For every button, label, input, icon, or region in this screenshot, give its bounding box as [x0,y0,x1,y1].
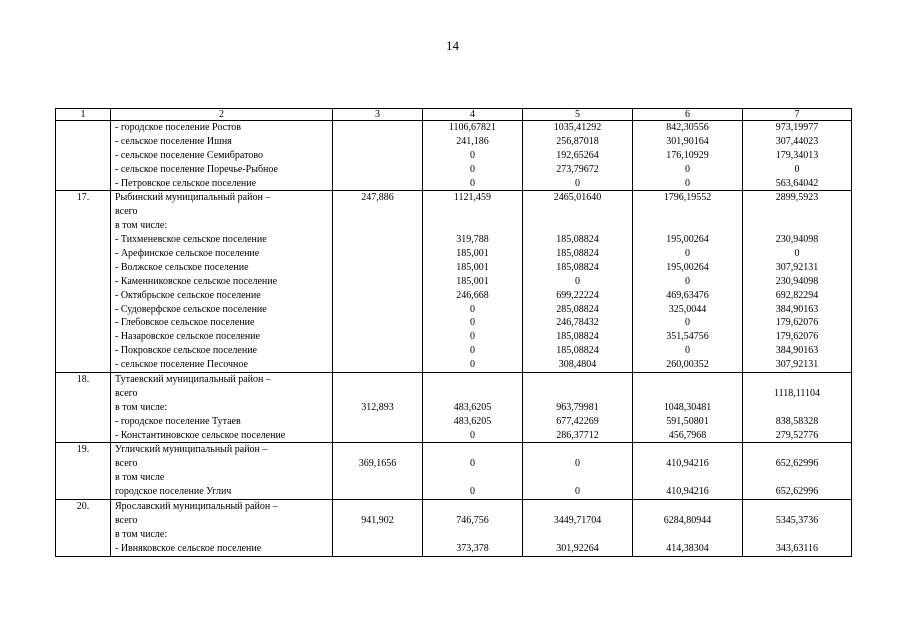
cell-value [523,528,632,542]
cell-value: 0 [470,177,475,189]
row-index: 17. [56,191,111,373]
name-cell [111,443,333,500]
row-label: - городское поселение Ростов [115,122,241,133]
cell-value: 185,08824 [556,261,599,273]
row-label: Тутаевский муниципальный район – [115,374,271,386]
cell-value: 0 [575,486,580,498]
col5-cell [523,500,633,557]
cell-value [743,205,851,219]
cell-value [423,219,522,233]
cell-value: 2465,01640 [553,192,602,204]
col4-cell [423,443,523,500]
table-row [56,373,852,443]
cell-value: 410,94216 [666,486,709,498]
row-label: - Арефинское сельское поселение [115,248,260,260]
cell-value [633,500,742,514]
cell-value [633,471,742,485]
col5-cell [523,373,633,443]
cell-value: 746,756 [456,514,489,526]
cell-value [333,358,422,372]
cell-value: 273,79672 [556,163,599,175]
cell-value [333,429,422,443]
cell-value: 308,4804 [558,359,597,371]
cell-value [333,415,422,429]
cell-value: 0 [685,317,690,329]
cell-value: 0 [685,248,690,260]
cell-value: 6284,80944 [663,514,712,526]
row-label: в том числе: [115,220,168,232]
table-row [56,500,852,557]
cell-value [333,289,422,303]
cell-value: 0 [470,163,475,175]
cell-value [333,542,422,556]
col3-cell [333,121,423,191]
col4-cell [423,500,523,557]
row-label: - сельское поселение Ишня [115,135,232,147]
cell-value: 0 [794,248,800,260]
cell-value: 842,30556 [666,122,709,133]
cell-value [333,233,422,247]
cell-value: 246,78432 [556,317,599,329]
cell-value [523,219,632,233]
cell-value: 963,79981 [556,401,599,413]
row-index: 18. [56,373,111,443]
cell-value [423,471,522,485]
row-label: - Покровское сельское поселение [115,345,257,357]
cell-value: 185,001 [456,248,489,260]
cell-value: 307,44023 [775,135,819,147]
col3-cell [333,500,423,557]
cell-value [633,219,742,233]
row-label: - Константиновское сельское поселение [115,429,286,441]
cell-value: 230,94098 [775,275,819,287]
cell-value [523,205,632,219]
cell-value: 179,34013 [775,149,819,161]
cell-value: 185,08824 [556,331,599,343]
col5-cell [523,191,633,373]
cell-value: 0 [794,163,800,175]
cell-value: 176,10929 [666,149,709,161]
cell-value [333,205,422,219]
row-label: в том числе [115,472,165,484]
cell-value [333,177,422,191]
cell-value: 185,08824 [556,345,599,357]
cell-value: 185,08824 [556,248,599,260]
cell-value [633,443,742,457]
page-number: 14 [446,38,459,53]
row-label: в том числе: [115,401,168,413]
cell-value: 185,08824 [556,234,599,246]
cell-value: 699,22224 [556,289,599,301]
cell-value: 325,0044 [668,303,707,315]
cell-value [423,528,522,542]
cell-value: 343,63116 [775,542,819,554]
cell-value [333,500,422,514]
cell-value: 0 [470,429,475,441]
row-index: 20. [56,500,111,557]
row-label: - Октябрьское сельское поселение [115,289,261,301]
cell-value [743,219,851,233]
cell-value: 483,6205 [453,401,492,413]
col7-cell [743,121,852,191]
cell-value: 563,64042 [775,177,819,189]
col5-cell [523,443,633,500]
cell-value [743,373,851,387]
cell-value: 483,6205 [453,415,492,427]
cell-value: 0 [470,486,475,498]
name-cell [111,373,333,443]
cell-value: 195,00264 [666,234,709,246]
cell-value: 384,90163 [775,345,819,357]
row-label: - Судоверфское сельское поселение [115,303,267,315]
cell-value: 0 [575,275,580,287]
name-cell [111,500,333,557]
cell-value [523,471,632,485]
col4-cell [423,373,523,443]
cell-value: 652,62996 [775,458,819,470]
cell-value: 301,92264 [556,542,599,554]
cell-value [333,387,422,401]
cell-value: 195,00264 [666,261,709,273]
row-label: Угличский муниципальный район – [115,444,268,456]
col6-cell [633,121,743,191]
row-label: всего [115,387,138,399]
row-label: всего [115,514,138,526]
col5-cell [523,121,633,191]
cell-value: 0 [470,303,475,315]
cell-value [423,205,522,219]
cell-value [743,401,851,415]
budget-table [55,108,852,557]
cell-value: 414,38304 [666,542,709,554]
cell-value [333,121,422,135]
cell-value [333,528,422,542]
cell-value [333,303,422,317]
cell-value: 1796,19552 [663,192,712,204]
table-row [56,121,852,191]
cell-value: 241,186 [456,135,489,147]
row-label: - сельское поселение Семибратово [115,149,263,161]
cell-value: 260,00352 [666,359,709,371]
row-index [56,121,111,191]
cell-value: 192,65264 [556,149,599,161]
row-label: - Каменниковское сельское поселение [115,275,278,287]
cell-value: 0 [685,177,690,189]
row-label: - Ивняковское сельское поселение [115,542,262,554]
row-label: всего [115,458,138,470]
cell-value: 0 [470,317,475,329]
cell-value [523,373,632,387]
cell-value: 410,94216 [666,458,709,470]
cell-value: 677,42269 [556,415,599,427]
row-label: - Назаровское сельское поселение [115,331,260,343]
row-index: 19. [56,443,111,500]
header-row [56,109,852,121]
row-label: - сельское поселение Песочное [115,359,248,371]
cell-value: 319,788 [456,234,489,246]
cell-value: 1118,11104 [773,387,820,399]
cell-value: 230,94098 [775,234,819,246]
cell-value [333,261,422,275]
cell-value: 3449,71704 [553,514,602,526]
cell-value [633,373,742,387]
row-label: - Петровское сельское поселение [115,177,257,189]
name-cell [111,121,333,191]
cell-value [333,163,422,177]
header-cell-6: 6 [633,109,743,121]
cell-value: 0 [575,458,580,470]
cell-value: 301,90164 [666,135,709,147]
cell-value [333,373,422,387]
cell-value: 456,7968 [668,429,707,441]
cell-value [423,373,522,387]
cell-value [633,528,742,542]
cell-value: 285,08824 [556,303,599,315]
cell-value: 0 [470,331,475,343]
cell-value: 307,92131 [775,261,819,273]
row-label: - Тихменевское сельское поселение [115,234,267,246]
col4-cell [423,191,523,373]
row-label: городское поселение Углич [115,486,232,498]
row-label: Рыбинский муниципальный район – [115,192,271,204]
row-label: - городское поселение Тутаев [115,415,241,427]
row-label: Ярославский муниципальный район – [115,501,278,513]
cell-value: 307,92131 [775,359,819,371]
cell-value [523,387,632,401]
header-cell-2: 2 [111,109,333,121]
header-cell-1: 1 [56,109,111,121]
cell-value: 5345,3736 [775,514,819,526]
cell-value [333,275,422,289]
cell-value: 692,82294 [775,289,819,301]
cell-value [333,135,422,149]
cell-value: 373,378 [456,542,489,554]
cell-value: 652,62996 [775,486,819,498]
header-cell-5: 5 [523,109,633,121]
col3-cell [333,373,423,443]
cell-value: 0 [470,458,475,470]
cell-value [633,205,742,219]
cell-value: 2899,5923 [775,192,819,204]
col6-cell [633,191,743,373]
cell-value [333,330,422,344]
cell-value: 0 [685,275,690,287]
cell-value [743,528,851,542]
cell-value [333,485,422,499]
cell-value: 1048,30481 [663,401,712,413]
col7-cell [743,443,852,500]
cell-value: 941,902 [361,514,394,526]
col7-cell [743,191,852,373]
col6-cell [633,500,743,557]
cell-value: 179,62076 [775,331,819,343]
cell-value: 185,001 [456,275,489,287]
cell-value [423,443,522,457]
cell-value [333,344,422,358]
cell-value: 312,893 [361,401,394,413]
cell-value: 279,52776 [775,429,819,441]
table-row [56,191,852,373]
cell-value: 286,37712 [556,429,599,441]
cell-value [423,387,522,401]
cell-value: 0 [685,345,690,357]
col4-cell [423,121,523,191]
cell-value: 0 [470,345,475,357]
col7-cell [743,500,852,557]
cell-value: 185,001 [456,261,489,273]
cell-value: 256,87018 [556,135,599,147]
cell-value: 351,54756 [666,331,709,343]
cell-value: 838,58328 [775,415,819,427]
cell-value: 369,1656 [358,458,397,470]
row-label: - сельское поселение Поречье-Рыбное [115,163,278,175]
cell-value: 247,886 [361,192,394,204]
col3-cell [333,191,423,373]
name-cell [111,191,333,373]
cell-value: 384,90163 [775,303,819,315]
col7-cell [743,373,852,443]
cell-value [333,316,422,330]
cell-value [523,443,632,457]
cell-value [333,219,422,233]
cell-value: 1121,459 [453,192,492,204]
row-label: - Глебовское сельское поселение [115,317,255,329]
header-cell-4: 4 [423,109,523,121]
cell-value: 1035,41292 [553,122,602,133]
cell-value [633,387,742,401]
cell-value: 973,19977 [775,122,819,133]
table-row [56,443,852,500]
cell-value: 0 [470,149,475,161]
cell-value [423,500,522,514]
cell-value: 0 [575,177,580,189]
cell-value: 246,668 [456,289,489,301]
row-label: в том числе: [115,528,168,540]
row-label: - Волжское сельское поселение [115,261,249,273]
cell-value: 591,50801 [666,415,709,427]
row-label: всего [115,206,138,218]
cell-value: 1106,67821 [448,122,497,133]
cell-value: 179,62076 [775,317,819,329]
cell-value [743,471,851,485]
header-cell-3: 3 [333,109,423,121]
col6-cell [633,373,743,443]
col3-cell [333,443,423,500]
cell-value [333,149,422,163]
cell-value: 0 [470,359,475,371]
cell-value: 0 [685,163,690,175]
cell-value [523,500,632,514]
col6-cell [633,443,743,500]
header-cell-7: 7 [743,109,852,121]
cell-value [743,500,851,514]
cell-value [333,471,422,485]
cell-value [333,247,422,261]
cell-value [333,443,422,457]
cell-value: 469,63476 [666,289,709,301]
cell-value [743,443,851,457]
